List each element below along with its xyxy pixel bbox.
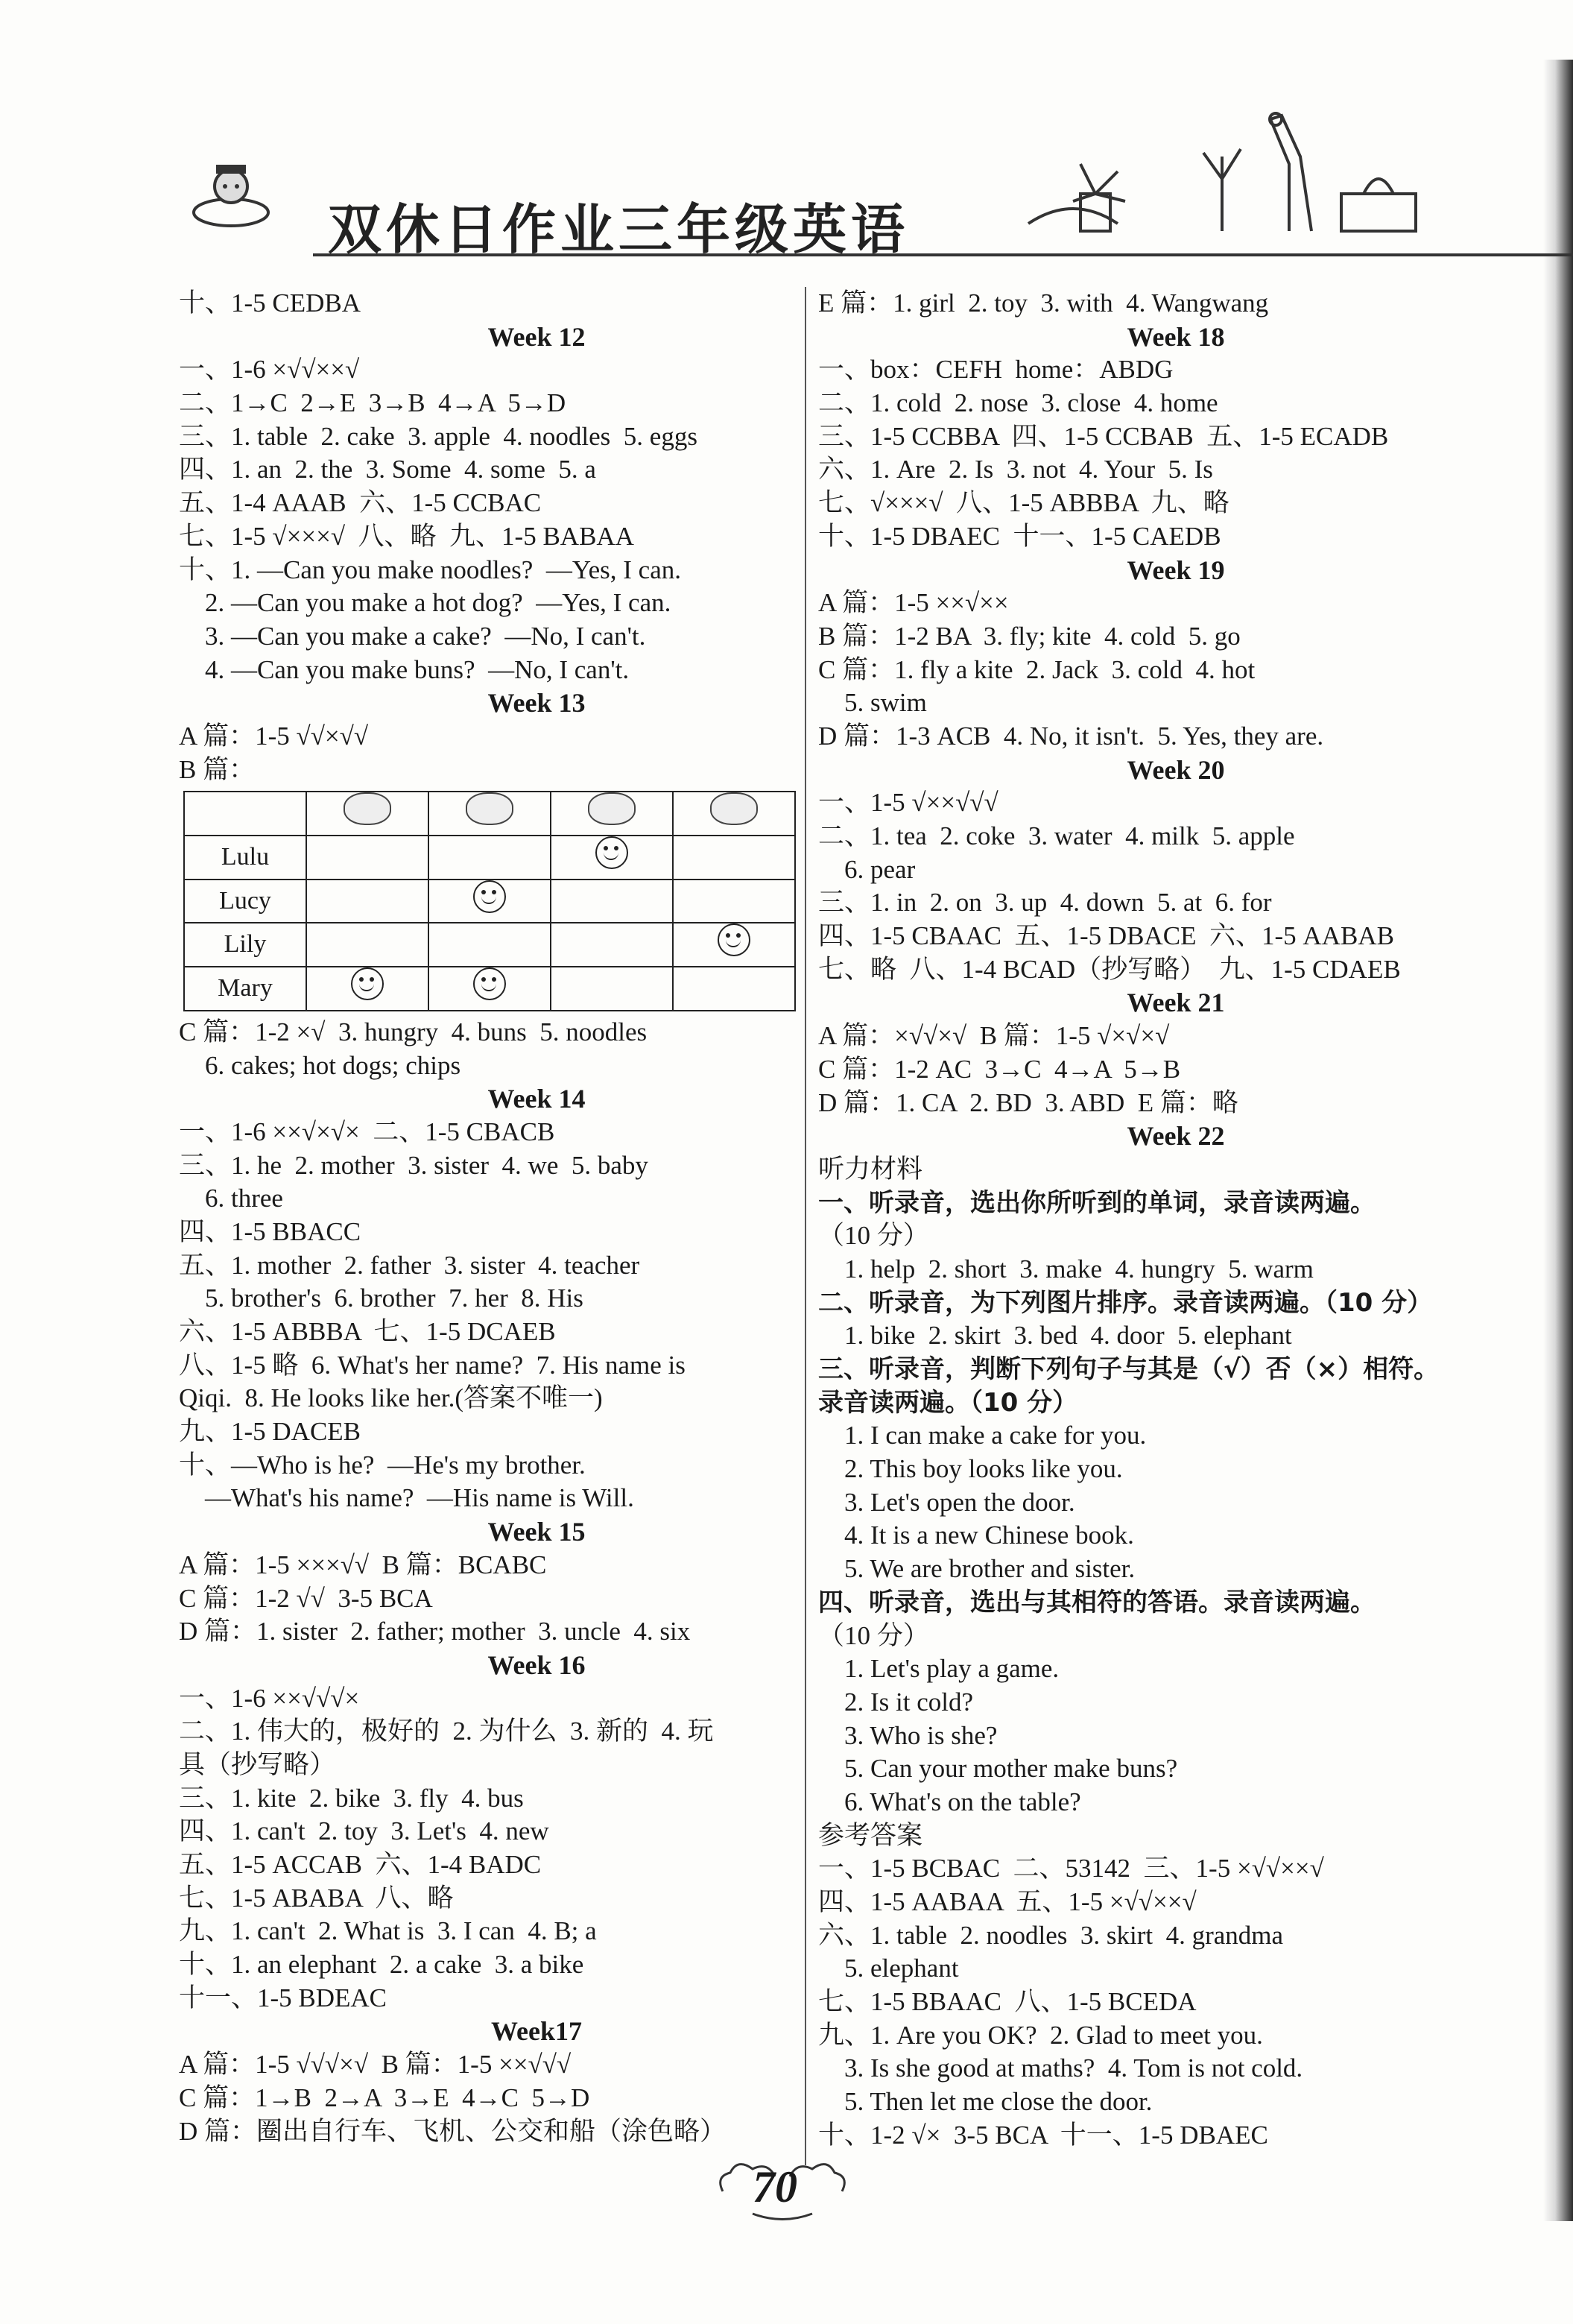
answer-line: 三、1. table 2. cake 3. apple 4. noodles 5. eggs bbox=[179, 421, 697, 451]
giraffe-windmill-decoration-icon bbox=[1013, 112, 1431, 253]
answer-line: 5. brother's 6. brother 7. her 8. His bbox=[179, 1283, 583, 1313]
table-row bbox=[184, 923, 795, 967]
answer-line: 五、1-5 ACCAB 六、1-4 BADC bbox=[179, 1850, 542, 1880]
answer-line: A 篇：1-5 √√√×√ B 篇：1-5 ××√√√ bbox=[179, 2050, 572, 2080]
answer-line: 录音读两遍。（10 分） bbox=[818, 1387, 1078, 1418]
answer-line: 6. pear bbox=[818, 854, 916, 884]
table-cell bbox=[428, 880, 551, 923]
answer-line: 一、1-5 BCBAC 二、53142 三、1-5 ×√√××√ bbox=[818, 1854, 1324, 1883]
left-answer-column bbox=[179, 287, 894, 2148]
answer-line: 参考答案 bbox=[818, 1820, 923, 1850]
answer-line: 四、1-5 AABAA 五、1-5 ×√√××√ bbox=[818, 1887, 1197, 1916]
week-heading: Week 13 bbox=[487, 688, 586, 719]
answer-line: 十、1-5 CEDBA bbox=[179, 288, 361, 318]
answer-line: 一、听录音，选出你所听到的单词，录音读两遍。 bbox=[818, 1187, 1376, 1218]
smiley-face-icon bbox=[718, 923, 750, 956]
week-heading: Week 19 bbox=[1127, 555, 1225, 585]
answer-line: 九、1. can't 2. What is 3. I can 4. B; a bbox=[179, 1916, 597, 1946]
answer-line: 七、√×××√ 八、1-5 ABBBA 九、略 bbox=[818, 488, 1229, 518]
answer-line: 4. —Can you make buns? —No, I can't. bbox=[179, 654, 630, 684]
answer-line: 5. Can your mother make buns? bbox=[818, 1754, 1178, 1784]
answer-line: 1. bike 2. skirt 3. bed 4. door 5. elephant bbox=[818, 1321, 1292, 1351]
answer-line: 4. It is a new Chinese book. bbox=[818, 1521, 1134, 1550]
answer-line: 一、box：CEFH home：ABDG bbox=[818, 355, 1174, 385]
answer-line: 一、1-6 ×√√××√ bbox=[179, 355, 360, 385]
answer-line: 十、1. —Can you make noodles? —Yes, I can. bbox=[179, 555, 681, 584]
table-corner-cell bbox=[184, 792, 306, 836]
answer-line: 十一、1-5 BDEAC bbox=[179, 1983, 387, 2012]
answer-line: 十、1-5 DBAEC 十一、1-5 CAEDB bbox=[818, 521, 1221, 551]
answer-line: Qiqi. 8. He looks like her.(答案不唯一) bbox=[179, 1383, 603, 1413]
table-cell bbox=[673, 967, 795, 1011]
table-row bbox=[184, 836, 795, 880]
table-cell bbox=[306, 836, 428, 880]
table-header-cell bbox=[673, 792, 795, 836]
answer-line: 5. We are brother and sister. bbox=[818, 1554, 1136, 1584]
answer-line: 3. —Can you make a cake? —No, I can't. bbox=[179, 621, 646, 651]
table-cell bbox=[551, 923, 673, 967]
smiley-face-icon bbox=[595, 836, 628, 869]
answer-line: 三、1-5 CCBBA 四、1-5 CCBAB 五、1-5 ECADB bbox=[818, 421, 1389, 451]
answer-line: 六、1. Are 2. Is 3. not 4. Your 5. Is bbox=[818, 455, 1213, 484]
table-name-cell: Lucy bbox=[184, 880, 306, 923]
table-row bbox=[184, 967, 795, 1011]
answer-line: B 篇：1-2 BA 3. fly; kite 4. cold 5. go bbox=[818, 621, 1241, 651]
page-number: 70 bbox=[753, 2162, 797, 2211]
answer-line: 一、1-6 ××√×√× 二、1-5 CBACB bbox=[179, 1117, 555, 1146]
answer-line: 十、—Who is he? —He's my brother. bbox=[179, 1450, 586, 1480]
answer-line: 6. What's on the table? bbox=[818, 1787, 1081, 1816]
answer-line: 2. —Can you make a hot dog? —Yes, I can. bbox=[179, 588, 671, 618]
right-answer-column bbox=[818, 287, 1534, 2153]
header-rule bbox=[313, 253, 1573, 256]
answer-line: C 篇：1-2 √√ 3-5 BCA bbox=[179, 1583, 433, 1613]
table-cell bbox=[306, 880, 428, 923]
week-heading: Week 22 bbox=[1127, 1121, 1225, 1152]
week-heading: Week 21 bbox=[1127, 988, 1225, 1018]
smiley-face-icon bbox=[351, 967, 384, 1000]
answer-line: 5. elephant bbox=[818, 1954, 959, 1983]
answer-line: 五、1. mother 2. father 3. sister 4. teacher bbox=[179, 1250, 640, 1280]
week-heading: Week 15 bbox=[487, 1517, 586, 1547]
answer-line: 3. Let's open the door. bbox=[818, 1487, 1075, 1517]
answer-line: 2. Is it cold? bbox=[818, 1687, 974, 1717]
smiley-face-icon bbox=[473, 880, 506, 913]
table-cell bbox=[673, 836, 795, 880]
answer-line: 三、1. in 2. on 3. up 4. down 5. at 6. for bbox=[818, 888, 1272, 918]
answer-line: D 篇：圈出自行车、飞机、公交和船（涂色略） bbox=[179, 2116, 727, 2146]
table-cell bbox=[306, 923, 428, 967]
answer-line: 十、1-2 √× 3-5 BCA 十一、1-5 DBAEC bbox=[818, 2120, 1268, 2150]
table-header-cell bbox=[306, 792, 428, 836]
table-cell bbox=[673, 923, 795, 967]
answer-line: 6. three bbox=[179, 1184, 283, 1213]
answer-line: E 篇：1. girl 2. toy 3. with 4. Wangwang bbox=[818, 288, 1269, 318]
answer-line: （10 分） bbox=[818, 1221, 929, 1251]
answer-line: C 篇：1→B 2→A 3→E 4→C 5→D bbox=[179, 2083, 590, 2112]
answer-line: 1. I can make a cake for you. bbox=[818, 1421, 1147, 1450]
table-cell bbox=[306, 967, 428, 1011]
week-heading: Week 16 bbox=[487, 1649, 586, 1680]
answer-line: 二、听录音，为下列图片排序。录音读两遍。（10 分） bbox=[818, 1287, 1433, 1318]
answer-line: —What's his name? —His name is Will. bbox=[179, 1483, 634, 1513]
table-cell bbox=[428, 923, 551, 967]
answer-line: A 篇：1-5 ××√×× bbox=[818, 588, 1009, 618]
table-name-cell: Mary bbox=[184, 967, 306, 1011]
answer-line: 二、1. 伟大的，极好的 2. 为什么 3. 新的 4. 玩 bbox=[179, 1717, 714, 1746]
week-heading: Week17 bbox=[491, 2016, 582, 2047]
answer-line: 九、1. Are you OK? 2. Glad to meet you. bbox=[818, 2020, 1263, 2050]
answer-line: 听力材料 bbox=[818, 1154, 923, 1184]
noodles-bowl-icon bbox=[344, 792, 391, 825]
answer-line: 5. Then let me close the door. bbox=[818, 2087, 1153, 2117]
answer-line: 六、1-5 ABBBA 七、1-5 DCAEB bbox=[179, 1317, 556, 1347]
answer-line: 八、1-5 略 6. What's her name? 7. His name is bbox=[179, 1350, 686, 1380]
answer-line: 6. cakes; hot dogs; chips bbox=[179, 1050, 461, 1080]
week-heading: Week 18 bbox=[1127, 321, 1225, 352]
table-header-cell bbox=[551, 792, 673, 836]
hot-dog-icon bbox=[588, 792, 636, 825]
answer-line: A 篇：×√√×√ B 篇：1-5 √×√×√ bbox=[818, 1021, 1170, 1051]
buns-plate-icon bbox=[466, 792, 513, 825]
answer-line: D 篇：1. sister 2. father; mother 3. uncle 4. six bbox=[179, 1617, 691, 1646]
table-row bbox=[184, 880, 795, 923]
answer-line: 四、1. an 2. the 3. Some 4. some 5. a bbox=[179, 455, 596, 484]
answer-line: 5. swim bbox=[818, 688, 927, 718]
table-name-cell: Lily bbox=[184, 923, 306, 967]
answer-line: B 篇： bbox=[179, 754, 256, 784]
answer-line: 二、1. tea 2. coke 3. water 4. milk 5. apple bbox=[818, 821, 1295, 850]
table-cell bbox=[551, 967, 673, 1011]
answer-line: D 篇：1-3 ACB 4. No, it isn't. 5. Yes, they are. bbox=[818, 721, 1324, 751]
answer-line: 1. help 2. short 3. make 4. hungry 5. warm bbox=[818, 1254, 1314, 1283]
answer-line: 二、1. cold 2. nose 3. close 4. home bbox=[818, 388, 1218, 418]
cake-icon bbox=[710, 792, 758, 825]
week-heading: Week 12 bbox=[487, 321, 586, 352]
answer-line: 具（抄写略） bbox=[179, 1749, 336, 1779]
answer-line: A 篇：1-5 √√×√√ bbox=[179, 721, 369, 751]
answer-line: 一、1-5 √××√√√ bbox=[818, 788, 998, 818]
answer-line: 3. Is she good at maths? 4. Tom is not cold. bbox=[818, 2053, 1303, 2083]
week-heading: Week 20 bbox=[1127, 754, 1225, 785]
answer-line: 三、1. kite 2. bike 3. fly 4. bus bbox=[179, 1783, 524, 1813]
table-cell bbox=[673, 880, 795, 923]
answer-line: D 篇：1. CA 2. BD 3. ABD E 篇：略 bbox=[818, 1087, 1238, 1117]
table-cell bbox=[551, 880, 673, 923]
answer-line: 五、1-4 AAAB 六、1-5 CCBAC bbox=[179, 488, 542, 518]
answer-line: C 篇：1. fly a kite 2. Jack 3. cold 4. hot bbox=[818, 654, 1256, 684]
answer-line: 四、1-5 BBACC bbox=[179, 1216, 361, 1246]
answer-line: 三、1. he 2. mother 3. sister 4. we 5. baby bbox=[179, 1150, 648, 1180]
answer-line: 七、1-5 ABABA 八、略 bbox=[179, 1883, 454, 1913]
answer-line: 2. This boy looks like you. bbox=[818, 1454, 1123, 1484]
answer-line: 十、1. an elephant 2. a cake 3. a bike bbox=[179, 1950, 584, 1980]
answer-line: 四、听录音，选出与其相符的答语。录音读两遍。 bbox=[818, 1587, 1376, 1617]
answer-line: 七、1-5 √×××√ 八、略 九、1-5 BABAA bbox=[179, 521, 634, 551]
table-cell bbox=[428, 967, 551, 1011]
answer-line: 四、1-5 CBAAC 五、1-5 DBACE 六、1-5 AABAB bbox=[818, 921, 1394, 951]
answer-line: C 篇：1-2 ×√ 3. hungry 4. buns 5. noodles bbox=[179, 1017, 648, 1046]
table-name-cell: Lulu bbox=[184, 836, 306, 880]
answer-line: 二、1→C 2→E 3→B 4→A 5→D bbox=[179, 388, 566, 418]
week-heading: Week 14 bbox=[487, 1084, 586, 1114]
answer-line: C 篇：1-2 AC 3→C 4→A 5→B bbox=[818, 1054, 1181, 1084]
answer-line: 一、1-6 ××√√√× bbox=[179, 1683, 360, 1713]
answer-line: 三、听录音，判断下列句子与其是（√）否（×）相符。 bbox=[818, 1354, 1440, 1384]
table-cell bbox=[551, 836, 673, 880]
header-title: 双休日作业三年级英语 bbox=[328, 198, 910, 261]
smiley-face-icon bbox=[473, 967, 506, 1000]
answer-line: （10 分） bbox=[818, 1620, 929, 1650]
answer-line: 七、略 八、1-4 BCAD（抄写略） 九、1-5 CDAEB bbox=[818, 954, 1401, 984]
answer-line: 九、1-5 DACEB bbox=[179, 1417, 361, 1447]
answer-line: 3. Who is she? bbox=[818, 1720, 998, 1750]
answer-line: 七、1-5 BBAAC 八、1-5 BCEDA bbox=[818, 1987, 1197, 2017]
answer-line: 1. Let's play a game. bbox=[818, 1654, 1060, 1684]
answer-line: 四、1. can't 2. toy 3. Let's 4. new bbox=[179, 1816, 549, 1846]
food-preference-table bbox=[183, 791, 796, 1011]
answer-line: 六、1. table 2. noodles 3. skirt 4. grandma bbox=[818, 1920, 1284, 1950]
table-header-cell bbox=[428, 792, 551, 836]
answer-line: A 篇：1-5 ×××√√ B 篇：BCABC bbox=[179, 1550, 547, 1579]
torn-page-edge bbox=[1543, 60, 1573, 2221]
table-cell bbox=[428, 836, 551, 880]
